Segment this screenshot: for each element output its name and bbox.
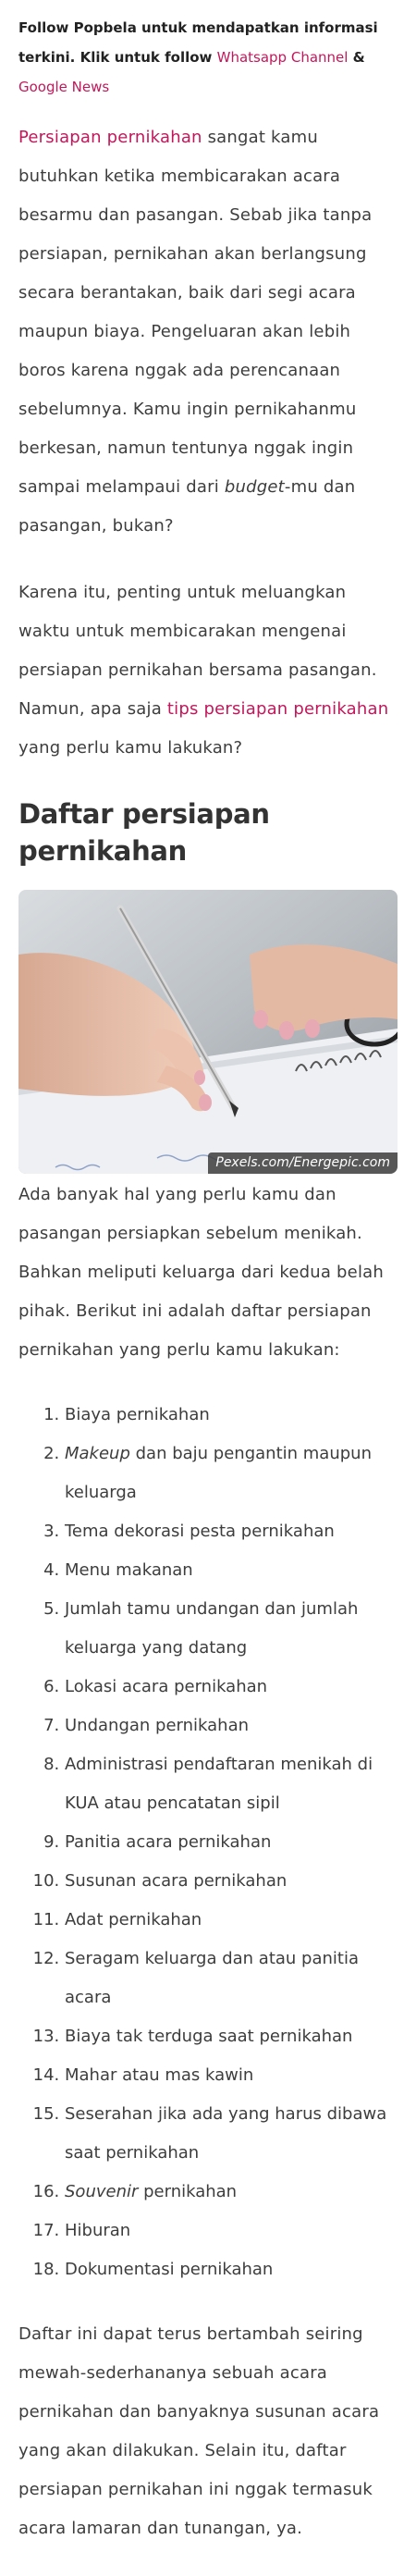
checklist-item bbox=[65, 1435, 398, 1512]
second-paragraph bbox=[18, 573, 398, 768]
section-heading: Daftar persiapan pernikahan bbox=[18, 798, 270, 867]
checklist-item bbox=[65, 2250, 398, 2289]
intro-italic-budget: budget bbox=[224, 477, 285, 497]
checklist-item bbox=[65, 1512, 398, 1551]
checklist-item bbox=[65, 1901, 398, 1940]
article-image bbox=[18, 890, 398, 1174]
checklist-item bbox=[65, 2056, 398, 2095]
checklist-item-text: dan baju pengantin maupun keluarga bbox=[65, 1444, 372, 1502]
checklist-item bbox=[65, 2017, 398, 2056]
intro-text-2: -mu dan pasangan, bukan? bbox=[18, 477, 356, 536]
checklist-item-text: Administrasi pendaftaran menikah di KUA atau pencatatan sipil bbox=[65, 1755, 373, 1813]
checklist-item-text: Mahar atau mas kawin bbox=[65, 2065, 254, 2085]
checklist-item-text: Adat pernikahan bbox=[65, 1910, 202, 1929]
persiapan-pernikahan-link[interactable]: Persiapan pernikahan bbox=[18, 128, 202, 147]
checklist-item bbox=[65, 1745, 398, 1823]
whatsapp-channel-link[interactable]: Whatsapp Channel bbox=[216, 49, 349, 66]
preparation-checklist bbox=[18, 1396, 398, 2289]
checklist-item bbox=[65, 1862, 398, 1901]
checklist-item-text: Seragam keluarga dan atau panitia acara bbox=[65, 1949, 359, 2007]
checklist-item-text: Menu makanan bbox=[65, 1560, 193, 1580]
checklist-item-text: Hiburan bbox=[65, 2221, 131, 2240]
checklist-item-text: Biaya tak terduga saat pernikahan bbox=[65, 2027, 353, 2046]
checklist-item-text: Lokasi acara pernikahan bbox=[65, 1677, 268, 1696]
checklist-item-text: Biaya pernikahan bbox=[65, 1405, 210, 1424]
para2-text-1: Karena itu, penting untuk meluangkan waktu untuk membicarakan mengenai persiapan pernikahan bersama pasangan. Namun, apa saja bbox=[18, 583, 377, 719]
image-credit: Pexels.com/Energepic.com bbox=[208, 1152, 398, 1174]
follow-text: Follow Popbela untuk mendapatkan informasi terkini. Klik untuk follow bbox=[18, 19, 378, 66]
checklist-item bbox=[65, 2095, 398, 2173]
checklist-item-text: Seserahan jika ada yang harus dibawa saat pernikahan bbox=[65, 2104, 387, 2163]
tips-persiapan-link[interactable]: tips persiapan pernikahan bbox=[166, 699, 389, 719]
checklist-item bbox=[65, 1940, 398, 2017]
checklist-item bbox=[65, 1590, 398, 1668]
closing-paragraph: Daftar ini dapat terus bertambah seiring mewah-sederhananya sebuah acara pernikahan dan banyaknya susunan acara yang akan dilakukan. Selain itu, daftar persiapan pernikahan ini nggak termasuk acara lamaran dan tunangan, ya. bbox=[18, 2324, 380, 2538]
checklist-item bbox=[65, 1668, 398, 1707]
checklist-item bbox=[65, 1551, 398, 1590]
checklist-item-text: Jumlah tamu undangan dan jumlah keluarga yang datang bbox=[65, 1599, 359, 1658]
checklist-item bbox=[65, 1396, 398, 1435]
checklist-item-text: Susunan acara pernikahan bbox=[65, 1871, 288, 1891]
para2-text-2: yang perlu kamu lakukan? bbox=[18, 738, 243, 758]
google-news-link[interactable]: Google News bbox=[18, 79, 110, 95]
checklist-item bbox=[65, 2173, 398, 2212]
intro-paragraph bbox=[18, 118, 398, 546]
writing-hand-illustration bbox=[18, 890, 398, 1174]
checklist-item-text: Tema dekorasi pesta pernikahan bbox=[65, 1522, 335, 1541]
follow-notice bbox=[18, 13, 398, 102]
checklist-item-text: Undangan pernikahan bbox=[65, 1716, 250, 1735]
intro-text-1: sangat kamu butuhkan ketika membicarakan acara besarmu dan pasangan. Sebab jika tanpa persiapan, pernikahan akan berlangsung secara berantakan, baik dari segi acara maupun biaya. Pengeluaran akan lebih boros karena nggak ada perencanaan sebelumnya. Kamu ingin pernikahanmu berkesan, namun tentunya nggak ingin sampai melampaui dari bbox=[18, 128, 373, 497]
list-intro-paragraph: Ada banyak hal yang perlu kamu dan pasangan persiapkan sebelum menikah. Bahkan meliputi keluarga dari kedua belah pihak. Berikut ini adalah daftar persiapan pernikahan yang perlu kamu lakukan: bbox=[18, 1185, 384, 1360]
checklist-item-italic: Souvenir bbox=[65, 2182, 139, 2201]
checklist-item bbox=[65, 1823, 398, 1862]
checklist-item bbox=[65, 2212, 398, 2250]
checklist-item bbox=[65, 1707, 398, 1745]
checklist-item-text: Dokumentasi pernikahan bbox=[65, 2260, 274, 2279]
checklist-item-text: Panitia acara pernikahan bbox=[65, 1832, 272, 1852]
checklist-item-italic: Makeup bbox=[65, 1444, 130, 1463]
checklist-item-text: pernikahan bbox=[138, 2182, 238, 2201]
follow-ampersand: & bbox=[348, 49, 365, 66]
